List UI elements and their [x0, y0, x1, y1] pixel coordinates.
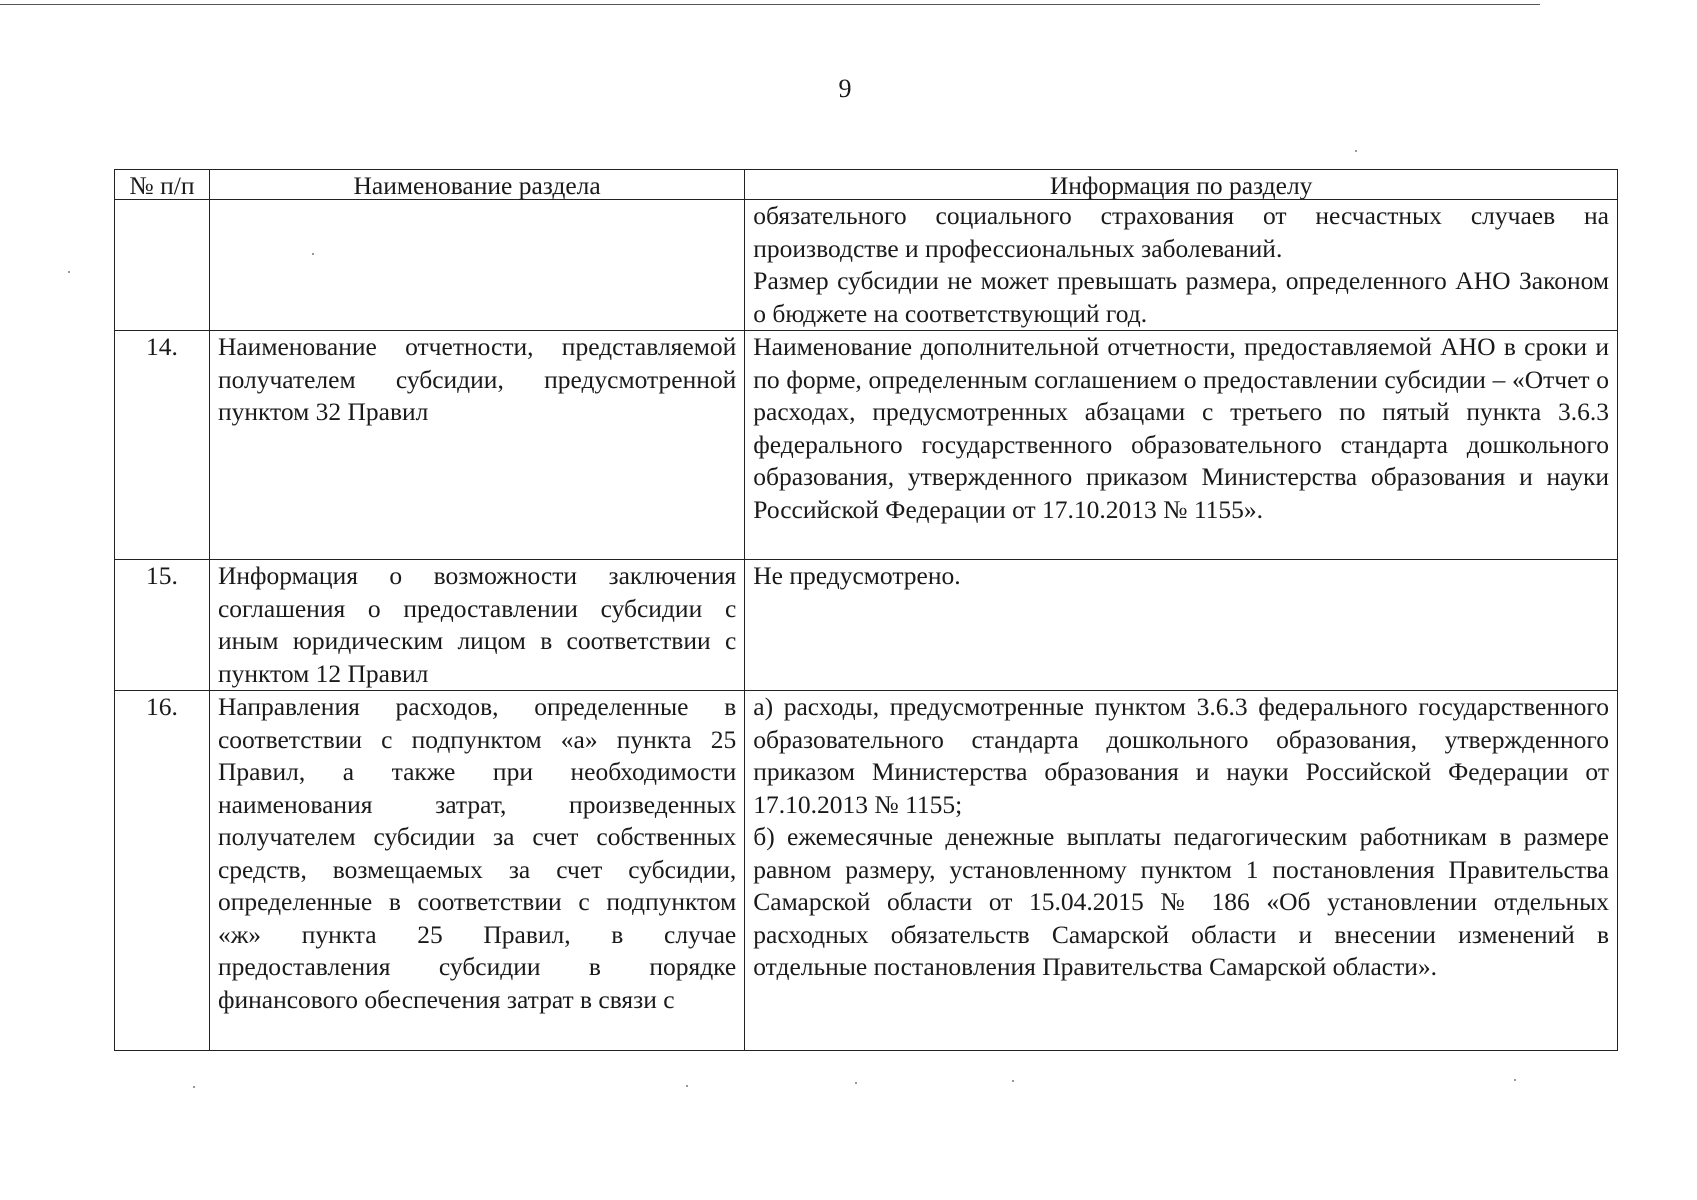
document-table [114, 169, 1618, 1051]
row-number: 16. [115, 691, 210, 1051]
info-paragraph: Наименование дополнительной отчетности, предоставляемой АНО в сроки и по форме, определенным соглашением о предоставлении субсидии – «Отчет о расходах, предусмотренных абзацами с третьего по пятый пункта 3.6.3 федерального государственного образовательного стандарта дошкольного образования, утвержденного приказом Министерства образования и науки Российской Федерации от 17.10.2013 № 1155». [753, 332, 1609, 524]
row-number: 15. [115, 560, 210, 691]
row-section-name: Наименование отчетности, представляемой получателем субсидии, предусмотренной пунктом 32 Правил [209, 331, 744, 560]
table-header-row [115, 170, 1618, 200]
row-section-name: Направления расходов, определенные в соответствии с подпунктом «а» пункта 25 Правил, а также при необходимости наименования затрат, произведенных получателем субсидии за счет собственных средств, возмещаемых за счет субсидии, определенные в соответствии с подпунктом «ж» пункта 25 Правил, в случае предоставления субсидии в порядке финансового обеспечения затрат в связи с [209, 691, 744, 1051]
info-paragraph: б) ежемесячные денежные выплаты педагогическим работникам в размере равном размеру, установленному пунктом 1 постановления Правительства Самарской области от 15.04.2015 № 186 «Об установлении отдельных расходных обязательств Самарской области и внесении изменений в отдельные постановления Правительства Самарской области». [753, 822, 1609, 981]
row-section-name [209, 200, 744, 331]
row-section-info [745, 560, 1618, 691]
scan-speck [1012, 1080, 1014, 1082]
header-section-info: Информация по разделу [745, 170, 1618, 200]
header-section-name: Наименование раздела [209, 170, 744, 200]
scan-speck [312, 253, 314, 255]
row-section-name: Информация о возможности заключения соглашения о предоставлении субсидии с иным юридическим лицом в соответствии с пунктом 12 Правил [209, 560, 744, 691]
scan-speck [68, 271, 70, 273]
table-row [115, 200, 1618, 331]
row-number: 14. [115, 331, 210, 560]
info-paragraph: а) расходы, предусмотренные пунктом 3.6.3 федерального государственного образовательного стандарта дошкольного образования, утвержденного приказом Министерства образования и науки Российской Федерации от 17.10.2013 № 1155; [753, 692, 1609, 819]
scan-speck [1514, 1079, 1516, 1081]
info-paragraph: обязательного социального страхования от несчастных случаев на производстве и профессиональных заболеваний. [753, 201, 1609, 263]
row-section-info [745, 200, 1618, 331]
row-section-info [745, 691, 1618, 1051]
scan-speck [1355, 150, 1357, 152]
table-row [115, 331, 1618, 560]
table-row [115, 691, 1618, 1051]
scan-speck [855, 1082, 857, 1084]
page-number: 9 [838, 74, 852, 103]
scan-speck [193, 1086, 195, 1088]
table-row [115, 560, 1618, 691]
info-paragraph: Не предусмотрено. [753, 561, 961, 590]
row-number [115, 200, 210, 331]
scan-speck [686, 1085, 688, 1087]
header-number: № п/п [115, 170, 210, 200]
scan-top-edge-line [0, 4, 1540, 5]
info-paragraph: Размер субсидии не может превышать размера, определенного АНО Законом о бюджете на соответствующий год. [753, 266, 1609, 328]
row-section-info [745, 331, 1618, 560]
